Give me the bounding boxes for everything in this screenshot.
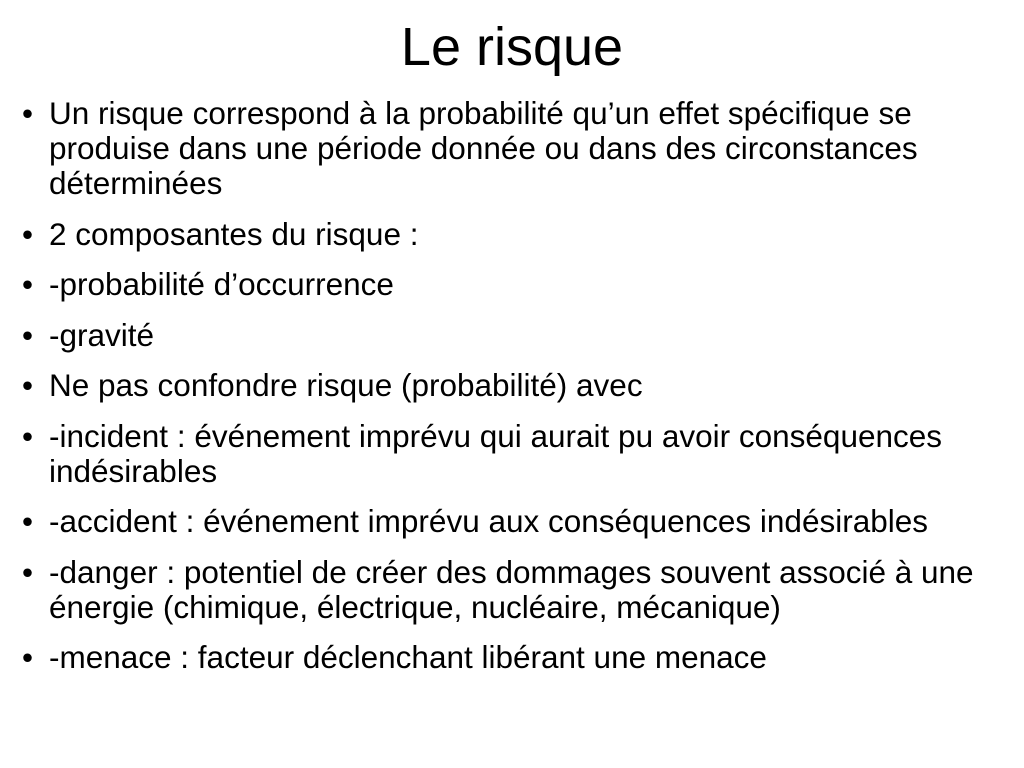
bullet-icon: •: [22, 367, 34, 403]
bullet-text: Un risque correspond à la probabilité qu’un effet spécifique se produise dans une période donnée ou dans des circonstances déterminées: [49, 95, 918, 201]
bullet-text: Ne pas confondre risque (probabilité) avec: [49, 367, 643, 403]
bullet-icon: •: [22, 417, 34, 454]
bullet-item: [22, 555, 1007, 625]
bullet-text: -menace : facteur déclenchant libérant une menace: [49, 639, 767, 675]
bullet-icon: •: [22, 503, 34, 539]
bullet-text: -accident : événement imprévu aux conséquences indésirables: [49, 503, 929, 539]
bullet-item: [22, 504, 1007, 539]
bullet-text: -incident : événement imprévu qui aurait pu avoir conséquences indésirables: [49, 417, 943, 489]
bullet-text: -danger : potentiel de créer des dommages souvent associé à une énergie (chimique, électrique, nucléaire, mécanique): [49, 553, 974, 625]
bullet-item: [22, 96, 1007, 201]
bullet-list: [22, 96, 1007, 691]
slide-title: Le risque: [400, 17, 624, 77]
bullet-item: [22, 217, 1007, 252]
bullet-icon: •: [22, 553, 34, 590]
bullet-icon: •: [22, 95, 34, 131]
bullet-text: -gravité: [49, 316, 155, 353]
bullet-text: -probabilité d’occurrence: [49, 266, 394, 302]
bullet-icon: •: [22, 316, 34, 353]
bullet-item: [22, 368, 1007, 403]
bullet-item: [22, 267, 1007, 302]
bullet-text: 2 composantes du risque :: [49, 215, 419, 252]
bullet-icon: •: [22, 215, 34, 252]
bullet-item: [22, 640, 1007, 675]
bullet-icon: •: [22, 266, 34, 302]
bullet-item: [22, 419, 1007, 489]
bullet-icon: •: [22, 639, 34, 675]
bullet-item: [22, 318, 1007, 353]
